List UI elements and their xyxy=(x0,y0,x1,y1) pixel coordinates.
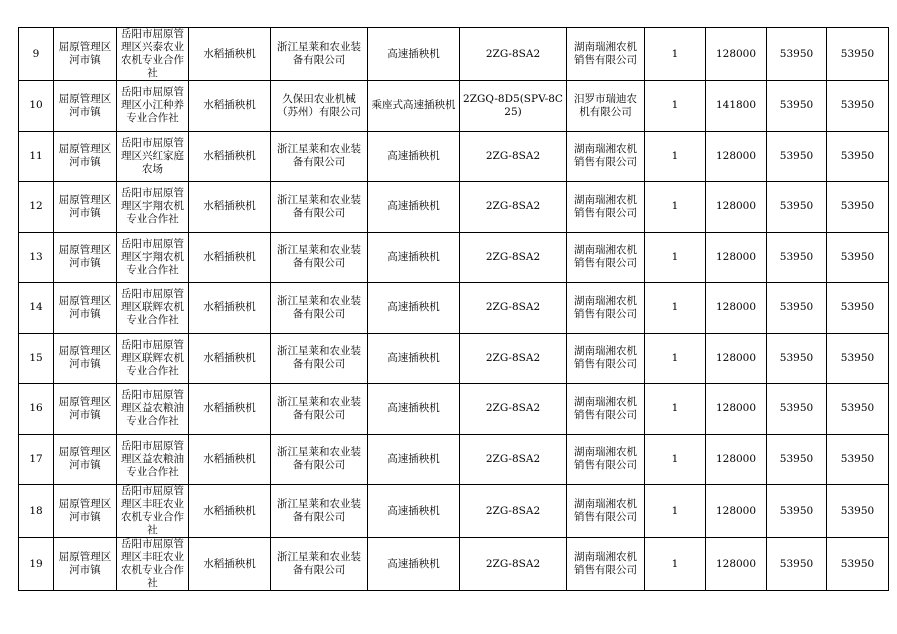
subsidy-amount-cell: 53950 xyxy=(767,333,827,384)
product-name-cell: 高速插秧机 xyxy=(368,283,460,334)
town-cell: 屈原管理区河市镇 xyxy=(54,81,117,132)
dealer-cell: 湖南瑞湘农机销售有限公司 xyxy=(567,283,645,334)
model-cell: 2ZG-8SA2 xyxy=(460,538,567,591)
town-cell: 屈原管理区河市镇 xyxy=(54,434,117,485)
dealer-cell: 湖南瑞湘农机销售有限公司 xyxy=(567,182,645,233)
town-cell: 屈原管理区河市镇 xyxy=(54,28,117,81)
town-cell: 屈原管理区河市镇 xyxy=(54,182,117,233)
subsidy-amount-cell: 53950 xyxy=(767,232,827,283)
table-row xyxy=(19,485,889,538)
manufacturer-cell: 浙江星莱和农业装备有限公司 xyxy=(271,28,368,81)
buyer-cell: 岳阳市屈原管理区小江种养专业合作社 xyxy=(117,81,189,132)
row-number-cell: 9 xyxy=(19,28,54,81)
machine-category-cell: 水稻插秧机 xyxy=(189,182,271,233)
dealer-cell: 湖南瑞湘农机销售有限公司 xyxy=(567,131,645,182)
row-number-cell: 10 xyxy=(19,81,54,132)
dealer-cell: 汨罗市瑞迪农机有限公司 xyxy=(567,81,645,132)
quantity-cell: 1 xyxy=(645,333,706,384)
subsidy-amount-cell: 53950 xyxy=(767,434,827,485)
manufacturer-cell: 浙江星莱和农业装备有限公司 xyxy=(271,182,368,233)
dealer-cell: 湖南瑞湘农机销售有限公司 xyxy=(567,485,645,538)
manufacturer-cell: 浙江星莱和农业装备有限公司 xyxy=(271,232,368,283)
table-row xyxy=(19,538,889,591)
town-cell: 屈原管理区河市镇 xyxy=(54,485,117,538)
model-cell: 2ZG-8SA2 xyxy=(460,28,567,81)
subsidy-amount-cell: 53950 xyxy=(767,384,827,435)
manufacturer-cell: 浙江星莱和农业装备有限公司 xyxy=(271,538,368,591)
model-cell: 2ZG-8SA2 xyxy=(460,182,567,233)
buyer-cell: 岳阳市屈原管理区丰旺农业农机专业合作社 xyxy=(117,538,189,591)
subsidy-amount-cell: 53950 xyxy=(767,485,827,538)
machine-category-cell: 水稻插秧机 xyxy=(189,232,271,283)
subsidy-total-cell: 53950 xyxy=(827,232,889,283)
row-number-cell: 16 xyxy=(19,384,54,435)
quantity-cell: 1 xyxy=(645,283,706,334)
subsidy-total-cell: 53950 xyxy=(827,182,889,233)
price-cell: 128000 xyxy=(706,434,767,485)
row-number-cell: 11 xyxy=(19,131,54,182)
subsidy-amount-cell: 53950 xyxy=(767,538,827,591)
table-row xyxy=(19,434,889,485)
manufacturer-cell: 浙江星莱和农业装备有限公司 xyxy=(271,485,368,538)
price-cell: 128000 xyxy=(706,232,767,283)
table-row xyxy=(19,131,889,182)
manufacturer-cell: 浙江星莱和农业装备有限公司 xyxy=(271,283,368,334)
product-name-cell: 高速插秧机 xyxy=(368,182,460,233)
model-cell: 2ZG-8SA2 xyxy=(460,333,567,384)
subsidy-total-cell: 53950 xyxy=(827,485,889,538)
subsidy-amount-cell: 53950 xyxy=(767,28,827,81)
price-cell: 128000 xyxy=(706,538,767,591)
machine-category-cell: 水稻插秧机 xyxy=(189,283,271,334)
subsidy-total-cell: 53950 xyxy=(827,333,889,384)
product-name-cell: 高速插秧机 xyxy=(368,28,460,81)
product-name-cell: 高速插秧机 xyxy=(368,384,460,435)
table-row xyxy=(19,333,889,384)
subsidy-amount-cell: 53950 xyxy=(767,182,827,233)
table-row xyxy=(19,384,889,435)
quantity-cell: 1 xyxy=(645,538,706,591)
model-cell: 2ZG-8SA2 xyxy=(460,131,567,182)
machine-category-cell: 水稻插秧机 xyxy=(189,81,271,132)
machine-category-cell: 水稻插秧机 xyxy=(189,333,271,384)
row-number-cell: 15 xyxy=(19,333,54,384)
quantity-cell: 1 xyxy=(645,485,706,538)
subsidy-total-cell: 53950 xyxy=(827,283,889,334)
town-cell: 屈原管理区河市镇 xyxy=(54,384,117,435)
quantity-cell: 1 xyxy=(645,81,706,132)
price-cell: 128000 xyxy=(706,131,767,182)
table-body xyxy=(19,28,889,591)
dealer-cell: 湖南瑞湘农机销售有限公司 xyxy=(567,538,645,591)
machine-category-cell: 水稻插秧机 xyxy=(189,485,271,538)
subsidy-amount-cell: 53950 xyxy=(767,81,827,132)
subsidy-total-cell: 53950 xyxy=(827,131,889,182)
buyer-cell: 岳阳市屈原管理区兴泰农业农机专业合作社 xyxy=(117,28,189,81)
buyer-cell: 岳阳市屈原管理区益农粮油专业合作社 xyxy=(117,384,189,435)
town-cell: 屈原管理区河市镇 xyxy=(54,538,117,591)
table-row xyxy=(19,182,889,233)
machine-category-cell: 水稻插秧机 xyxy=(189,538,271,591)
price-cell: 128000 xyxy=(706,485,767,538)
price-cell: 141800 xyxy=(706,81,767,132)
buyer-cell: 岳阳市屈原管理区联辉农机专业合作社 xyxy=(117,283,189,334)
product-name-cell: 高速插秧机 xyxy=(368,485,460,538)
machine-category-cell: 水稻插秧机 xyxy=(189,384,271,435)
product-name-cell: 乘座式高速插秧机 xyxy=(368,81,460,132)
product-name-cell: 高速插秧机 xyxy=(368,333,460,384)
dealer-cell: 湖南瑞湘农机销售有限公司 xyxy=(567,232,645,283)
model-cell: 2ZG-8SA2 xyxy=(460,283,567,334)
dealer-cell: 湖南瑞湘农机销售有限公司 xyxy=(567,384,645,435)
product-name-cell: 高速插秧机 xyxy=(368,538,460,591)
dealer-cell: 湖南瑞湘农机销售有限公司 xyxy=(567,333,645,384)
buyer-cell: 岳阳市屈原管理区兴红家庭农场 xyxy=(117,131,189,182)
dealer-cell: 湖南瑞湘农机销售有限公司 xyxy=(567,434,645,485)
subsidy-total-cell: 53950 xyxy=(827,538,889,591)
row-number-cell: 12 xyxy=(19,182,54,233)
machine-category-cell: 水稻插秧机 xyxy=(189,131,271,182)
quantity-cell: 1 xyxy=(645,232,706,283)
quantity-cell: 1 xyxy=(645,384,706,435)
product-name-cell: 高速插秧机 xyxy=(368,232,460,283)
manufacturer-cell: 久保田农业机械（苏州）有限公司 xyxy=(271,81,368,132)
price-cell: 128000 xyxy=(706,283,767,334)
subsidy-total-cell: 53950 xyxy=(827,384,889,435)
model-cell: 2ZGQ-8D5(SPV-8C25) xyxy=(460,81,567,132)
price-cell: 128000 xyxy=(706,28,767,81)
manufacturer-cell: 浙江星莱和农业装备有限公司 xyxy=(271,434,368,485)
price-cell: 128000 xyxy=(706,333,767,384)
subsidy-total-cell: 53950 xyxy=(827,28,889,81)
machine-category-cell: 水稻插秧机 xyxy=(189,28,271,81)
subsidy-total-cell: 53950 xyxy=(827,81,889,132)
town-cell: 屈原管理区河市镇 xyxy=(54,131,117,182)
price-cell: 128000 xyxy=(706,182,767,233)
row-number-cell: 13 xyxy=(19,232,54,283)
quantity-cell: 1 xyxy=(645,182,706,233)
buyer-cell: 岳阳市屈原管理区宇翔农机专业合作社 xyxy=(117,182,189,233)
subsidy-amount-cell: 53950 xyxy=(767,131,827,182)
manufacturer-cell: 浙江星莱和农业装备有限公司 xyxy=(271,384,368,435)
town-cell: 屈原管理区河市镇 xyxy=(54,333,117,384)
quantity-cell: 1 xyxy=(645,131,706,182)
subsidy-amount-cell: 53950 xyxy=(767,283,827,334)
row-number-cell: 17 xyxy=(19,434,54,485)
dealer-cell: 湖南瑞湘农机销售有限公司 xyxy=(567,28,645,81)
model-cell: 2ZG-8SA2 xyxy=(460,232,567,283)
model-cell: 2ZG-8SA2 xyxy=(460,384,567,435)
row-number-cell: 19 xyxy=(19,538,54,591)
table-row xyxy=(19,81,889,132)
town-cell: 屈原管理区河市镇 xyxy=(54,283,117,334)
model-cell: 2ZG-8SA2 xyxy=(460,434,567,485)
manufacturer-cell: 浙江星莱和农业装备有限公司 xyxy=(271,131,368,182)
table-row xyxy=(19,283,889,334)
buyer-cell: 岳阳市屈原管理区益农粮油专业合作社 xyxy=(117,434,189,485)
buyer-cell: 岳阳市屈原管理区丰旺农业农机专业合作社 xyxy=(117,485,189,538)
machine-category-cell: 水稻插秧机 xyxy=(189,434,271,485)
quantity-cell: 1 xyxy=(645,28,706,81)
manufacturer-cell: 浙江星莱和农业装备有限公司 xyxy=(271,333,368,384)
table-row xyxy=(19,28,889,81)
quantity-cell: 1 xyxy=(645,434,706,485)
row-number-cell: 18 xyxy=(19,485,54,538)
buyer-cell: 岳阳市屈原管理区联辉农机专业合作社 xyxy=(117,333,189,384)
product-name-cell: 高速插秧机 xyxy=(368,434,460,485)
town-cell: 屈原管理区河市镇 xyxy=(54,232,117,283)
subsidy-total-cell: 53950 xyxy=(827,434,889,485)
row-number-cell: 14 xyxy=(19,283,54,334)
buyer-cell: 岳阳市屈原管理区宇翔农机专业合作社 xyxy=(117,232,189,283)
price-cell: 128000 xyxy=(706,384,767,435)
product-name-cell: 高速插秧机 xyxy=(368,131,460,182)
subsidy-table xyxy=(18,27,889,591)
table-row xyxy=(19,232,889,283)
model-cell: 2ZG-8SA2 xyxy=(460,485,567,538)
